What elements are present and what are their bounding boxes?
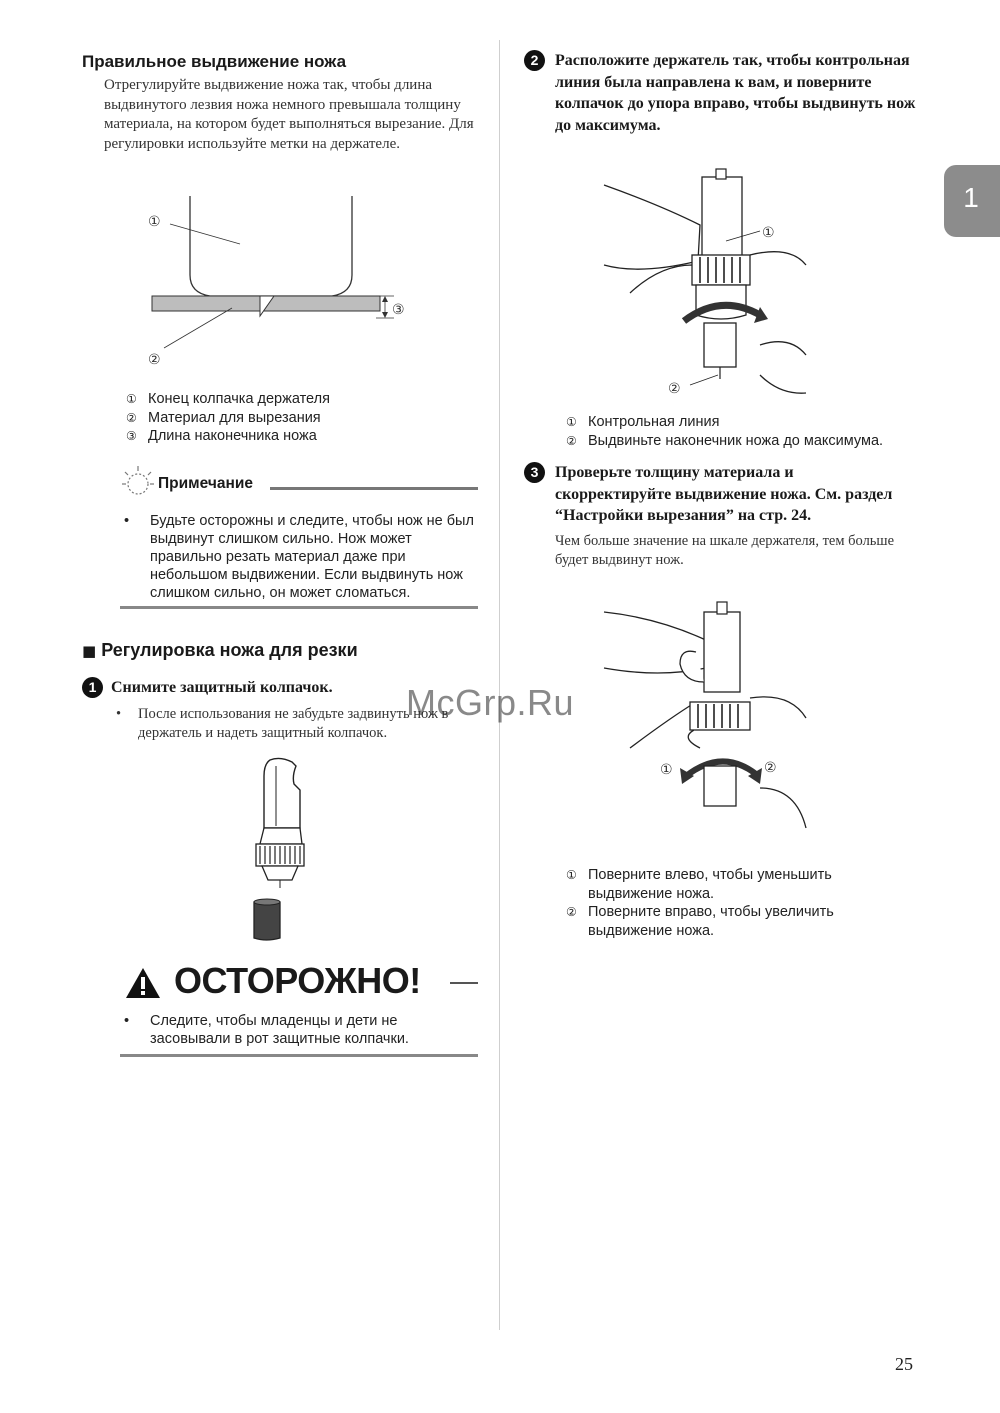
note-bullet: • Будьте осторожны и следите, чтобы нож не был выдвинут слишком сильно. Нож может правильно резать материал даже при небольшом выдвижении. Если выдвинуть нож слишком сильно, он может сломаться. [124, 513, 474, 601]
step-2-text: Расположите держатель так, чтобы контрольная линия была направлена к вам, и поверните колпачок до упора вправо, чтобы выдвинуть нож до максимума. [555, 52, 916, 134]
note-bottom-rule [120, 606, 478, 609]
caution-title: ОСТОРОЖНО! [174, 960, 421, 1001]
callout-1: ① [660, 762, 673, 778]
blade-extension-diagram [140, 190, 420, 370]
note-text: Будьте осторожны и следите, чтобы нож не был выдвинут слишком сильно. Нож может правильно резать материал даже при небольшом выдвижении. Если выдвинуть нож слишком сильно, он может сломаться. [150, 513, 474, 601]
step-1-text: Снимите защитный колпачок. [111, 679, 333, 696]
step-1-number-icon: 1 [82, 677, 103, 698]
warning-triangle-icon [124, 966, 162, 1000]
chapter-number: 1 [963, 182, 979, 213]
diagram-legend [126, 390, 466, 446]
callout-2: ② [148, 352, 161, 368]
step-2 [524, 50, 924, 136]
callout-1: ① [148, 214, 161, 230]
chapter-tab [944, 165, 1000, 237]
note-box [120, 464, 478, 610]
legend-item: ② Материал для вырезания [126, 409, 321, 426]
legend-item: ② Поверните вправо, чтобы увеличить выдвижение ножа. [566, 904, 834, 939]
lightbulb-icon [120, 464, 156, 498]
section-title-blade-extension: Правильное выдвижение ножа [82, 52, 347, 71]
caution-text: Следите, чтобы младенцы и дети не засовывали в рот защитные колпачки. [150, 1013, 409, 1047]
step-3 [524, 462, 924, 527]
caution-bullet: • Следите, чтобы младенцы и дети не засовывали в рот защитные колпачки. [124, 1012, 474, 1048]
step-3-number-icon: 3 [524, 462, 545, 483]
square-marker-icon: ■ [82, 642, 97, 660]
legend-item: ① Конец колпачка держателя [126, 391, 330, 407]
watermark: McGrp.Ru [406, 682, 575, 723]
step-2-number-icon: 2 [524, 50, 545, 71]
note-title-rule [270, 487, 478, 490]
page-number: 25 [895, 1354, 913, 1374]
note-title: Примечание [158, 475, 253, 492]
holder-cap-outline [190, 196, 352, 296]
step-3-text: Проверьте толщину материала и скорректируйте выдвижение ножа. См. раздел “Настройки вырезания” на стр. 24. [555, 464, 893, 524]
legend-item: ② Выдвиньте наконечник ножа до максимума. [566, 432, 884, 449]
turn-cap-right-illustration [600, 165, 810, 405]
legend-item: ③ Длина наконечника ножа [126, 428, 317, 444]
step-3-legend [566, 866, 866, 940]
callout-2: ② [668, 381, 681, 397]
step-1 [82, 677, 333, 699]
callout-3: ③ [392, 302, 405, 318]
step-1-bullet: • После использования не забудьте задвинуть нож в держатель и надеть защитный колпачок. [116, 706, 449, 741]
legend-item: ① Поверните влево, чтобы уменьшить выдвижение ножа. [566, 867, 832, 902]
turn-cap-direction-illustration [600, 598, 810, 838]
step-3-detail: Чем больше значение на шкале держателя, тем больше будет выдвинут нож. [555, 533, 895, 568]
step-2-legend [566, 413, 946, 450]
section-title-knife-adjustment: ■ Регулировка ножа для резки [82, 640, 358, 660]
caution-title-rule [450, 982, 478, 984]
caution-box [120, 962, 478, 1058]
caution-bottom-rule [120, 1054, 478, 1057]
legend-item: ① Контрольная линия [566, 414, 720, 430]
holder-cap-illustration [240, 756, 320, 946]
callout-2: ② [764, 760, 777, 776]
section-intro: Отрегулируйте выдвижение ножа так, чтобы длина выдвинутого лезвия ножа немного превышала толщину материала, на котором будет выполняться вырезание. Для регулировки используйте метки на держателе. [104, 77, 474, 152]
callout-1: ① [762, 225, 775, 241]
